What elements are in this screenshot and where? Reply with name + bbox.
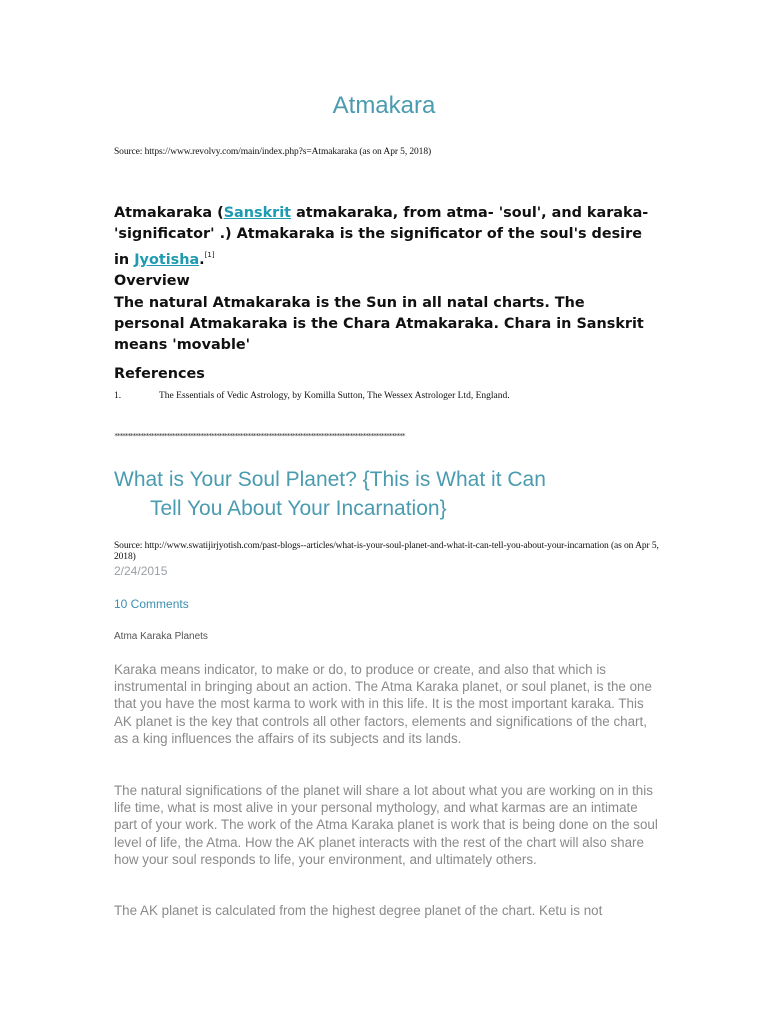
- article-paragraph-1: Karaka means indicator, to make or do, to produce or create, and also that which is instrumental in bringing about an action. The Atma Karaka planet, or soul planet, is the one that you have the most karma to work with in this life. It is the most important karaka. This AK planet is the key that controls all other factors, elements and significations of the chart, as a king influences the affairs of its subjects and its lands.: [114, 662, 652, 746]
- comments-link[interactable]: 10 Comments: [114, 597, 189, 611]
- intro-text-3: .: [199, 252, 205, 268]
- article-title-line-1: What is Your Soul Planet? {This is What it Can: [114, 468, 546, 491]
- image-caption: Atma Karaka Planets: [114, 631, 208, 642]
- page-title: Atmakara: [332, 92, 436, 119]
- post-date: 2/24/2015: [114, 564, 168, 578]
- references-heading: References: [114, 366, 205, 382]
- separator-line: ***************************************************************************************************************: [114, 432, 405, 440]
- intro-text-2: atmakaraka, from atma- 'soul', and karaka- 'significator' .) Atmakaraka is the significator of the soul's desire in: [114, 205, 649, 268]
- jyotisha-link[interactable]: Jyotisha: [134, 252, 200, 268]
- citation-marker[interactable]: [1]: [204, 251, 215, 259]
- source-line: Source: https://www.revolvy.com/main/index.php?s=Atmakaraka (as on Apr 5, 2018): [114, 147, 432, 157]
- reference-text: The Essentials of Vedic Astrology, by Komilla Sutton, The Wessex Astrologer Ltd, England.: [159, 391, 510, 401]
- reference-number: 1.: [114, 391, 122, 401]
- article-paragraph-2: The natural significations of the planet will share a lot about what you are working on in this life time, what is most alive in your personal mythology, and what karmas are an intimate part of your work. The work of the Atma Karaka planet is work that is being done on the soul level of life, the Atma. How the AK planet interacts with the rest of the chart will also share how your soul responds to life, your environment, and ultimately others.: [114, 783, 658, 867]
- overview-text: The natural Atmakaraka is the Sun in all natal charts. The personal Atmakaraka is the Chara Atmakaraka. Chara in Sanskrit means 'movable': [114, 295, 644, 353]
- intro-text-1: Atmakaraka (: [114, 205, 224, 221]
- article-title: [114, 465, 674, 523]
- article-source-line: Source: http://www.swatijirjyotish.com/past-blogs--articles/what-is-your-soul-planet-and-what-it-can-tell-you-about-your-incarnation (as on Apr 5, 2018): [114, 541, 659, 562]
- sanskrit-link[interactable]: Sanskrit: [223, 205, 292, 221]
- intro-paragraph: [114, 203, 659, 271]
- article-paragraph-3: The AK planet is calculated from the highest degree planet of the chart. Ketu is not: [114, 903, 603, 918]
- overview-heading: Overview: [114, 273, 190, 289]
- article-title-line-2: Tell You About Your Incarnation}: [150, 497, 447, 520]
